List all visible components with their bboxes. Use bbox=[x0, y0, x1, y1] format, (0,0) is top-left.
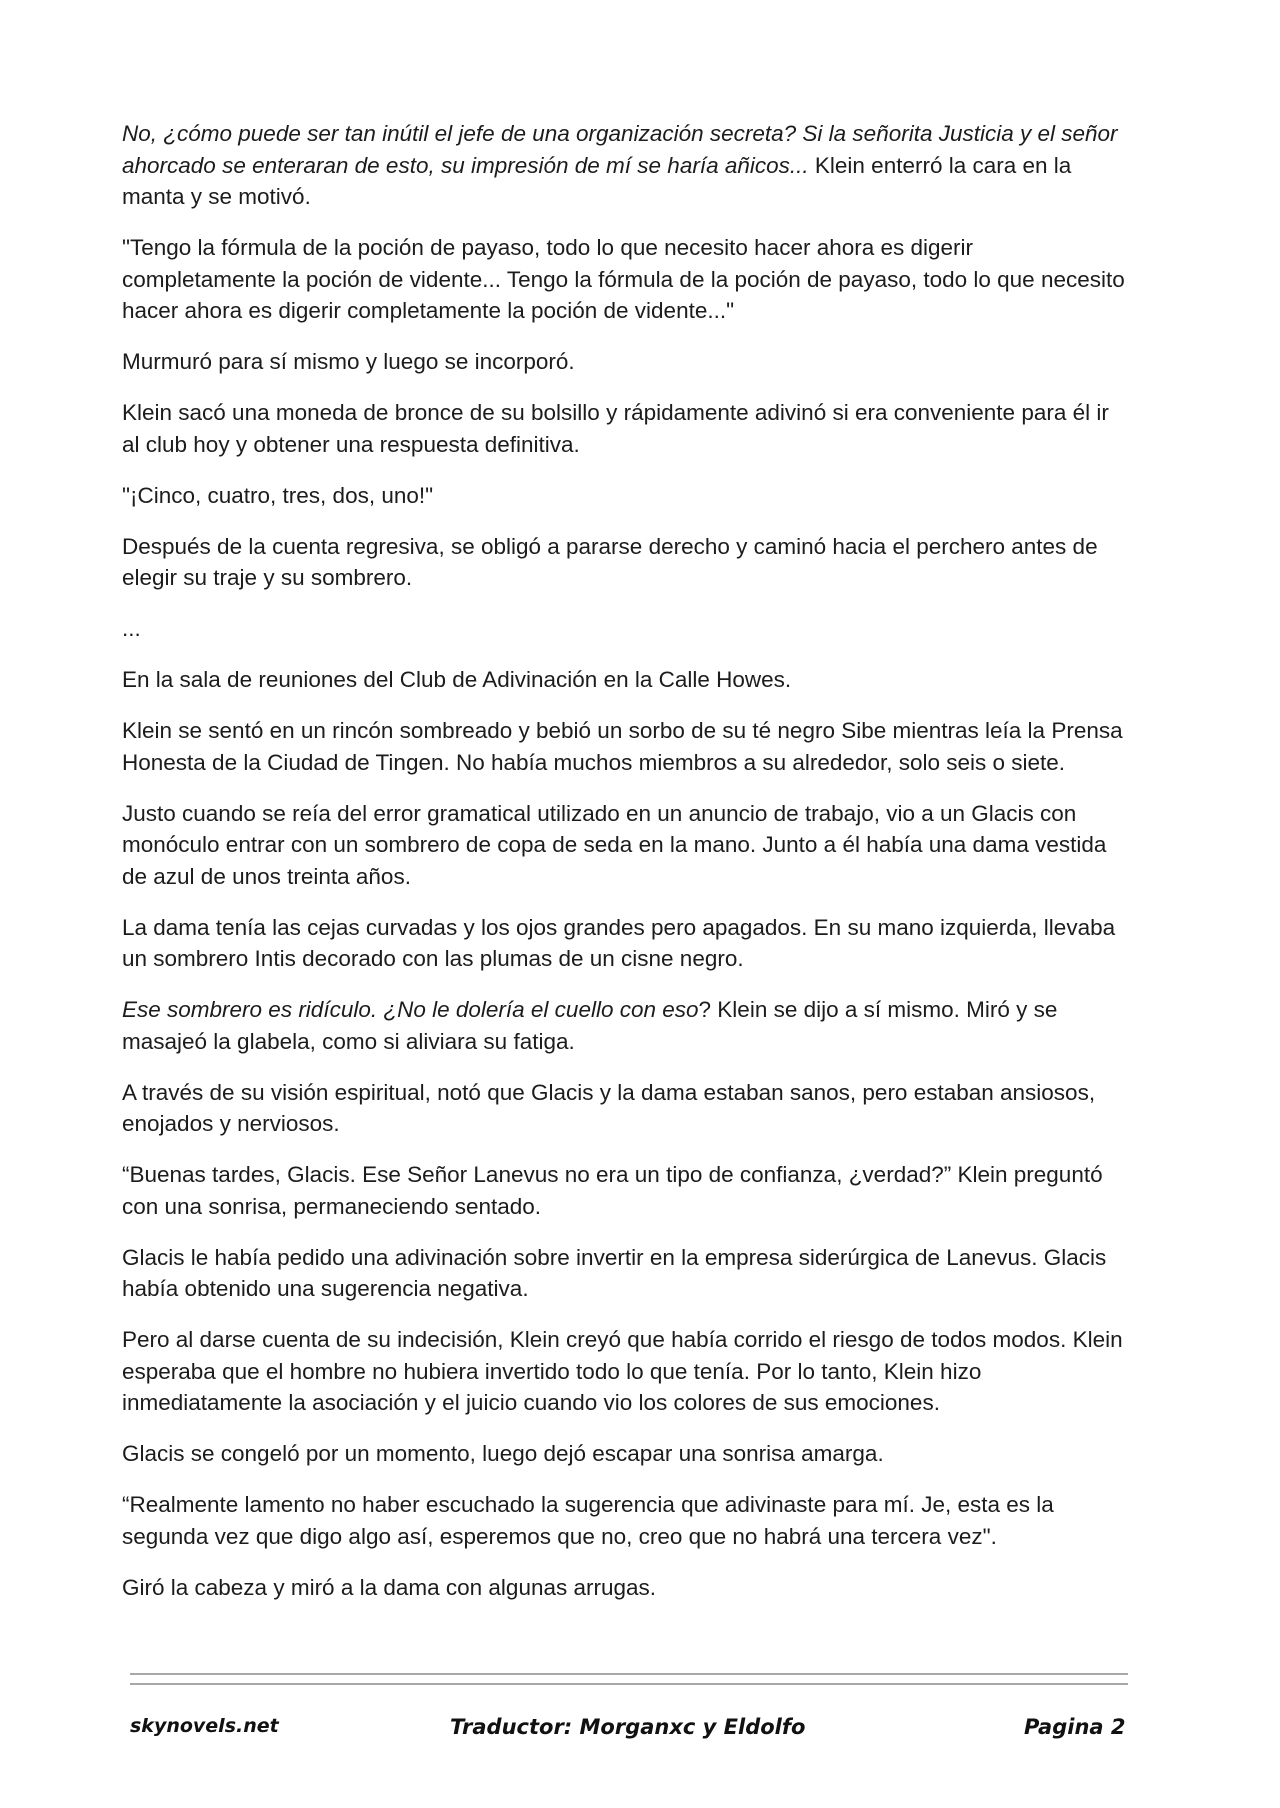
text-run: Giró la cabeza y miró a la dama con algunas arrugas. bbox=[122, 1574, 657, 1600]
text-run: Klein sacó una moneda de bronce de su bolsillo y rápidamente adivinó si era conveniente para él ir al club hoy y obtener una respuesta definitiva. bbox=[122, 400, 1109, 457]
text-run: Klein se sentó en un rincón sombreado y bebió un sorbo de su té negro Sibe mientras leía la Prensa Honesta de la Ciudad de Tingen. No había muchos miembros a su alrededor, solo seis o siete. bbox=[122, 718, 1123, 775]
text-run: Murmuró para sí mismo y luego se incorporó. bbox=[122, 349, 575, 374]
text-run: ... bbox=[122, 616, 141, 641]
text-run: "¡Cinco, cuatro, tres, dos, uno!" bbox=[122, 482, 434, 508]
paragraph bbox=[122, 531, 1132, 594]
paragraph bbox=[122, 1324, 1132, 1419]
text-run: Justo cuando se reía del error gramatical utilizado en un anuncio de trabajo, vio a un Glacis con monóculo entrar con un sombrero de copa de seda en la mano. Junto a él había una dama vestida de azul de unos treinta años. bbox=[122, 800, 1107, 889]
text-run: Glacis le había pedido una adivinación sobre invertir en la empresa siderúrgica de Lanevus. Glacis había obtenido una sugerencia negativa. bbox=[122, 1244, 1107, 1301]
paragraph bbox=[122, 1159, 1132, 1222]
text-run: A través de su visión espiritual, notó que Glacis y la dama estaban sanos, pero estaban ansiosos, enojados y nerviosos. bbox=[122, 1079, 1096, 1136]
text-run: Después de la cuenta regresiva, se obligó a pararse derecho y caminó hacia el perchero antes de elegir su traje y su sombrero. bbox=[122, 533, 1098, 590]
text-run: "Tengo la fórmula de la poción de payaso, todo lo que necesito hacer ahora es digerir completamente la poción de vidente... Tengo la fórmula de la poción de payaso, todo lo que necesito hacer ahora es digerir completamente la poción de vidente..." bbox=[122, 235, 1125, 323]
paragraph bbox=[122, 480, 1132, 512]
paragraph bbox=[122, 118, 1132, 213]
page-footer bbox=[0, 1715, 1280, 1749]
paragraph bbox=[122, 994, 1132, 1057]
text-run: “Realmente lamento no haber escuchado la sugerencia que adivinaste para mí. Je, esta es la segunda vez que digo algo así, esperemos que no, creo que no habrá una tercera vez". bbox=[122, 1492, 1054, 1549]
footer-translator-credit: Traductor: Morganxc y Eldolfo bbox=[450, 1715, 806, 1739]
text-run: ? Klein se dijo a sí mismo. Miró y se masajeó la glabela, como si aliviara su fatiga. bbox=[122, 997, 1058, 1054]
paragraph bbox=[122, 232, 1132, 327]
paragraph bbox=[122, 664, 1132, 696]
footer-divider-top bbox=[130, 1673, 1128, 1675]
paragraph bbox=[122, 912, 1132, 975]
text-run: “Buenas tardes, Glacis. Ese Señor Lanevus no era un tipo de confianza, ¿verdad?” Klein preguntó con una sonrisa, permaneciendo sentado. bbox=[122, 1162, 1103, 1219]
paragraph bbox=[122, 1489, 1132, 1552]
paragraph bbox=[122, 613, 1132, 645]
footer-divider-bottom bbox=[130, 1683, 1128, 1685]
italic-text-run: No, ¿cómo puede ser tan inútil el jefe de una organización secreta? Si la señorita Justicia y el señor ahorcado se enteraran de esto, su impresión de mí se haría añicos... bbox=[122, 121, 1118, 178]
paragraph bbox=[122, 346, 1132, 378]
paragraph bbox=[122, 1242, 1132, 1305]
text-run: La dama tenía las cejas curvadas y los ojos grandes pero apagados. En su mano izquierda, llevaba un sombrero Intis decorado con las plumas de un cisne negro. bbox=[122, 914, 1116, 971]
paragraph bbox=[122, 1438, 1132, 1470]
body-text bbox=[122, 118, 1132, 1623]
text-run: Klein enterró la cara en la manta y se motivó. bbox=[122, 152, 1072, 209]
paragraph bbox=[122, 1077, 1132, 1140]
text-run: En la sala de reuniones del Club de Adivinación en la Calle Howes. bbox=[122, 667, 792, 692]
paragraph bbox=[122, 397, 1132, 460]
paragraph bbox=[122, 798, 1132, 893]
footer-page-number: Pagina 2 bbox=[1024, 1715, 1126, 1739]
paragraph bbox=[122, 715, 1132, 778]
italic-text-run: Ese sombrero es ridículo. ¿No le dolería el cuello con eso bbox=[122, 997, 699, 1022]
text-run: Pero al darse cuenta de su indecisión, Klein creyó que había corrido el riesgo de todos modos. Klein esperaba que el hombre no hubiera invertido todo lo que tenía. Por lo tanto, Klein hizo inmediatamente la asociación y el juicio cuando vio los colores de sus emociones. bbox=[122, 1327, 1123, 1415]
text-run: Glacis se congeló por un momento, luego dejó escapar una sonrisa amarga. bbox=[122, 1441, 884, 1466]
footer-site-name: skynovels.net bbox=[130, 1715, 279, 1737]
paragraph bbox=[122, 1572, 1132, 1604]
